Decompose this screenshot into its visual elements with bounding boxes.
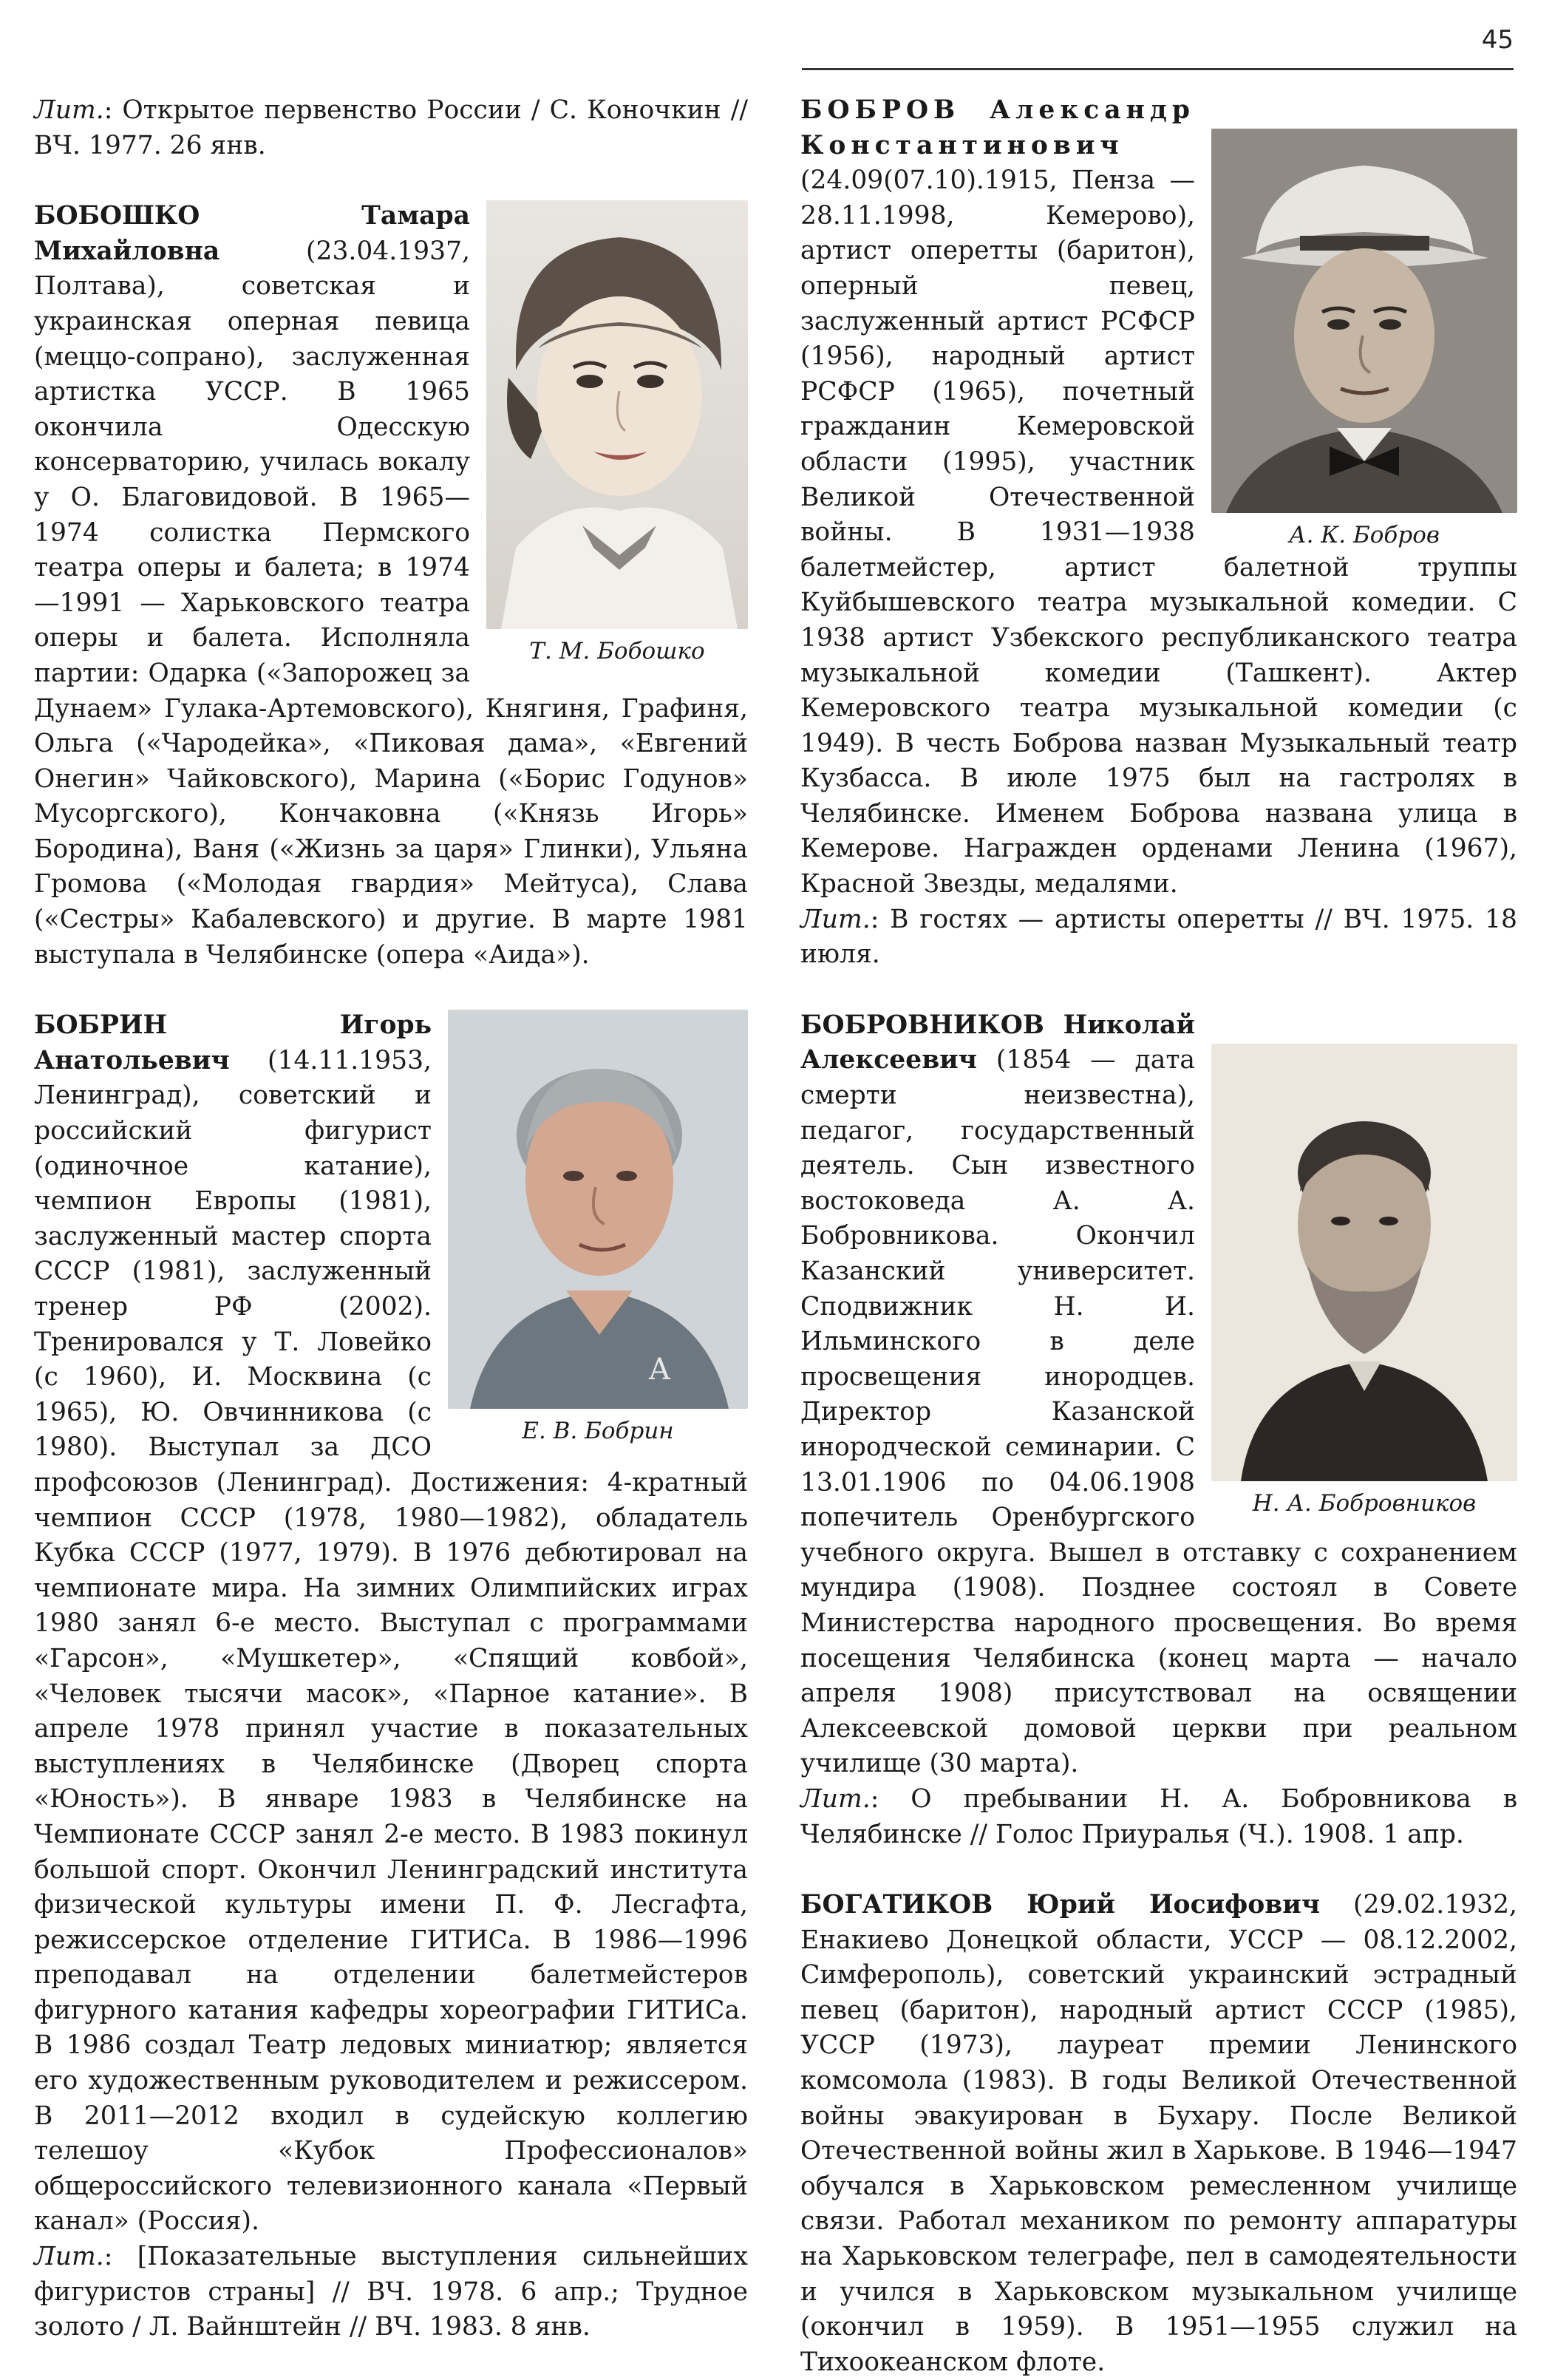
figure-bobrov: [1211, 129, 1517, 550]
entry-title: БОГАТИКОВ Юрий Иосифович: [800, 1890, 1321, 1920]
portrait-bobrov-icon: [1211, 129, 1517, 513]
caption-bobosho: Т. М. Бобошко: [529, 638, 705, 665]
caption-bobrovnikov: Н. А. Бобровников: [1252, 1489, 1477, 1517]
lit-reference: Лит.: В гостях — артисты оперетты // ВЧ. 1975. 18 июля.: [800, 904, 1517, 970]
entry-title: БОБРОВНИКОВ Николай Алексеевич: [800, 1010, 1195, 1075]
svg-text:A: A: [649, 1353, 670, 1387]
entry-bogatikov: БОГАТИКОВ Юрий Иосифович (29.02.1932, Енакиево Донецкой области, УССР — 08.12.2002, Симферополь), советский украинский эстрадный певец (баритон), народный артист СССР (1985), УССР (1973), лауреат премии Ленинского комсомола (1983). В годы Великой Отечественной войны эвакуирован в Бухару. После Великой Отечественной войны жил в Харькове. В 1946—1947 обучался в Харьковском ремесленном училище связи. Работал механиком по ремонту аппаратуры на Харьковском телеграфе, пел в самодеятельности и учился в Харьковском музыкальном училище (окончил в 1959). В 1951—1955 служил на Тихоокеанском флоте.: [800, 1890, 1517, 2377]
left-column: [34, 93, 748, 2345]
portrait-bobrovnikov-icon: [1211, 1044, 1517, 1481]
lit-reference: Лит.: Открытое первенство России / С. Коночкин // ВЧ. 1977. 26 янв.: [34, 95, 748, 160]
lit-reference: Лит.: [Показательные выступления сильнейших фигуристов страны] // ВЧ. 1978. 6 апр.; Трудное золото / Л. Вайнштейн // ВЧ. 1983. 8 янв.: [34, 2242, 748, 2342]
caption-bobrin: Е. В. Бобрин: [522, 1418, 674, 1445]
portrait-bobrin-icon: [448, 1010, 748, 1409]
entry-bobrin: A Е. В. Бобрин БОБРИН Игорь Анатольевич (14.11.1953, Ленинград), советский и российский фигурист (одиночное катание), чемпион Европы (1981), заслуженный мастер спорта СССР (1981), заслуженный тренер РФ (2002). Тренировался у Т. Ловейко (с 1960), И. Москвина (с 1965), Ю. Овчинникова (с 1980). Выступал за ДСО профсоюзов (Ленинград). Достижения: 4-кратный чемпион СССР (1978, 1980—1982), обладатель Кубка СССР (1977, 1979). В 1976 дебютировал на чемпионате мира. На зимних Олимпийских играх 1980 занял 6-е место. Выступал с программами «Гарсон», «Мушкетер», «Спящий ковбой», «Человек тысячи масок», «Парное катание». В апреле 1978 принял участие в показательных выступлениях в Челябинске (Дворец спорта «Юность»). В январе 1983 в Челябинске на Чемпионате СССР занял 2-е место. В 1983 покинул большой спорт. Окончил Ленинградский института физической культуры имени П. Ф. Лесгафта, режиссерское отделение ГИТИСа. В 1986—1996 преподавал на отделении балетмейстеров фигурного катания кафедры хореографии ГИТИСа. В 1986 создал Театр ледовых миниатюр; является его художественным руководителем и режиссером. В 2011—2012 входил в судейскую коллегию телешоу «Кубок Профессионалов» общероссийского телевизионного канала «Первый канал» (Россия).: [34, 1010, 748, 2237]
figure-bobosho: [486, 200, 748, 666]
figure-bobrovnikov: [1211, 1044, 1517, 1518]
right-column: [800, 93, 1517, 2380]
page-number: 45: [1481, 25, 1514, 55]
portrait-bobosho-icon: [486, 200, 748, 629]
caption-bobrov: А. К. Бобров: [1289, 522, 1440, 548]
entry-bobrov: А. К. Бобров БОБРОВ Александр Константинович (24.09(07.10).1915, Пенза — 28.11.1998, Кемерово), артист оперетты (баритон), оперный певец, заслуженный артист РСФСР (1956), народный артист РСФСР (1965), почетный гражданин Кемеровской области (1995), участник Великой Отечественной войны. В 1931—1938 балетмейстер, артист балетной труппы Куйбышевского театра музыкальной комедии. С 1938 артист Узбекского республиканского театра музыкальной комедии (Ташкент). Актер Кемеровского театра музыкальной комедии (с 1949). В честь Боброва назван Музыкальный театр Кузбасса. В июле 1975 был на гастролях в Челябинске. Именем Боброва названа улица в Кемерове. Награжден орденами Ленина (1967), Красной Звезды, медалями.: [800, 95, 1517, 900]
entry-title: БОБОШКО Тамара Михайловна: [34, 201, 470, 266]
entry-title: БОБРОВ Александр Константинович: [800, 95, 1195, 160]
figure-bobrin: [448, 1010, 748, 1446]
entry-bobrovnikov: Н. А. Бобровников БОБРОВНИКОВ Николай Алексеевич (1854 — дата смерти неизвестна), педагог, государственный деятель. Сын известного востоковеда А. А. Бобровникова. Окончил Казанский университет. Сподвижник Н. И. Ильминского в деле просвещения инородцев. Директор Казанской инородческой семинарии. С 13.01.1906 по 04.06.1908 попечитель Оренбургского учебного округа. Вышел в отставку с сохранением мундира (1908). Позднее состоял в Совете Министерства народного просвещения. Во время посещения Челябинска (конец марта — начало апреля 1908) присутствовал на освящении Алексеевской домовой церкви при реальном училище (30 марта).: [800, 1010, 1517, 1779]
lit-reference: Лит.: О пребывании Н. А. Бобровникова в Челябинске // Голос Приуралья (Ч.). 1908. 1 апр.: [800, 1784, 1517, 1849]
entry-title: БОБРИН Игорь Анатольевич: [34, 1010, 432, 1075]
header-rule: [802, 68, 1514, 70]
entry-bobosho: Т. М. Бобошко БОБОШКО Тамара Михайловна (23.04.1937, Полтава), советская и украинская оперная певица (меццо-сопрано), заслуженная артистка УССР. В 1965 окончила Одесскую консерваторию, училась вокалу у О. Благовидовой. В 1965—1974 солистка Пермского театра оперы и балета; в 1974—1991 — Харьковского театра оперы и балета. Исполняла партии: Одарка («Запорожец за Дунаем» Гулака-Артемовского), Княгиня, Графиня, Ольга («Чародейка», «Пиковая дама», «Евгений Онегин» Чайковского), Марина («Борис Годунов» Мусоргского), Кончаковна («Князь Игорь» Бородина), Ваня («Жизнь за царя» Глинки), Ульяна Громова («Молодая гвардия» Мейтуса), Слава («Сестры» Кабалевского) и другие. В марте 1981 выступала в Челябинске (опера «Аида»).: [34, 201, 748, 970]
